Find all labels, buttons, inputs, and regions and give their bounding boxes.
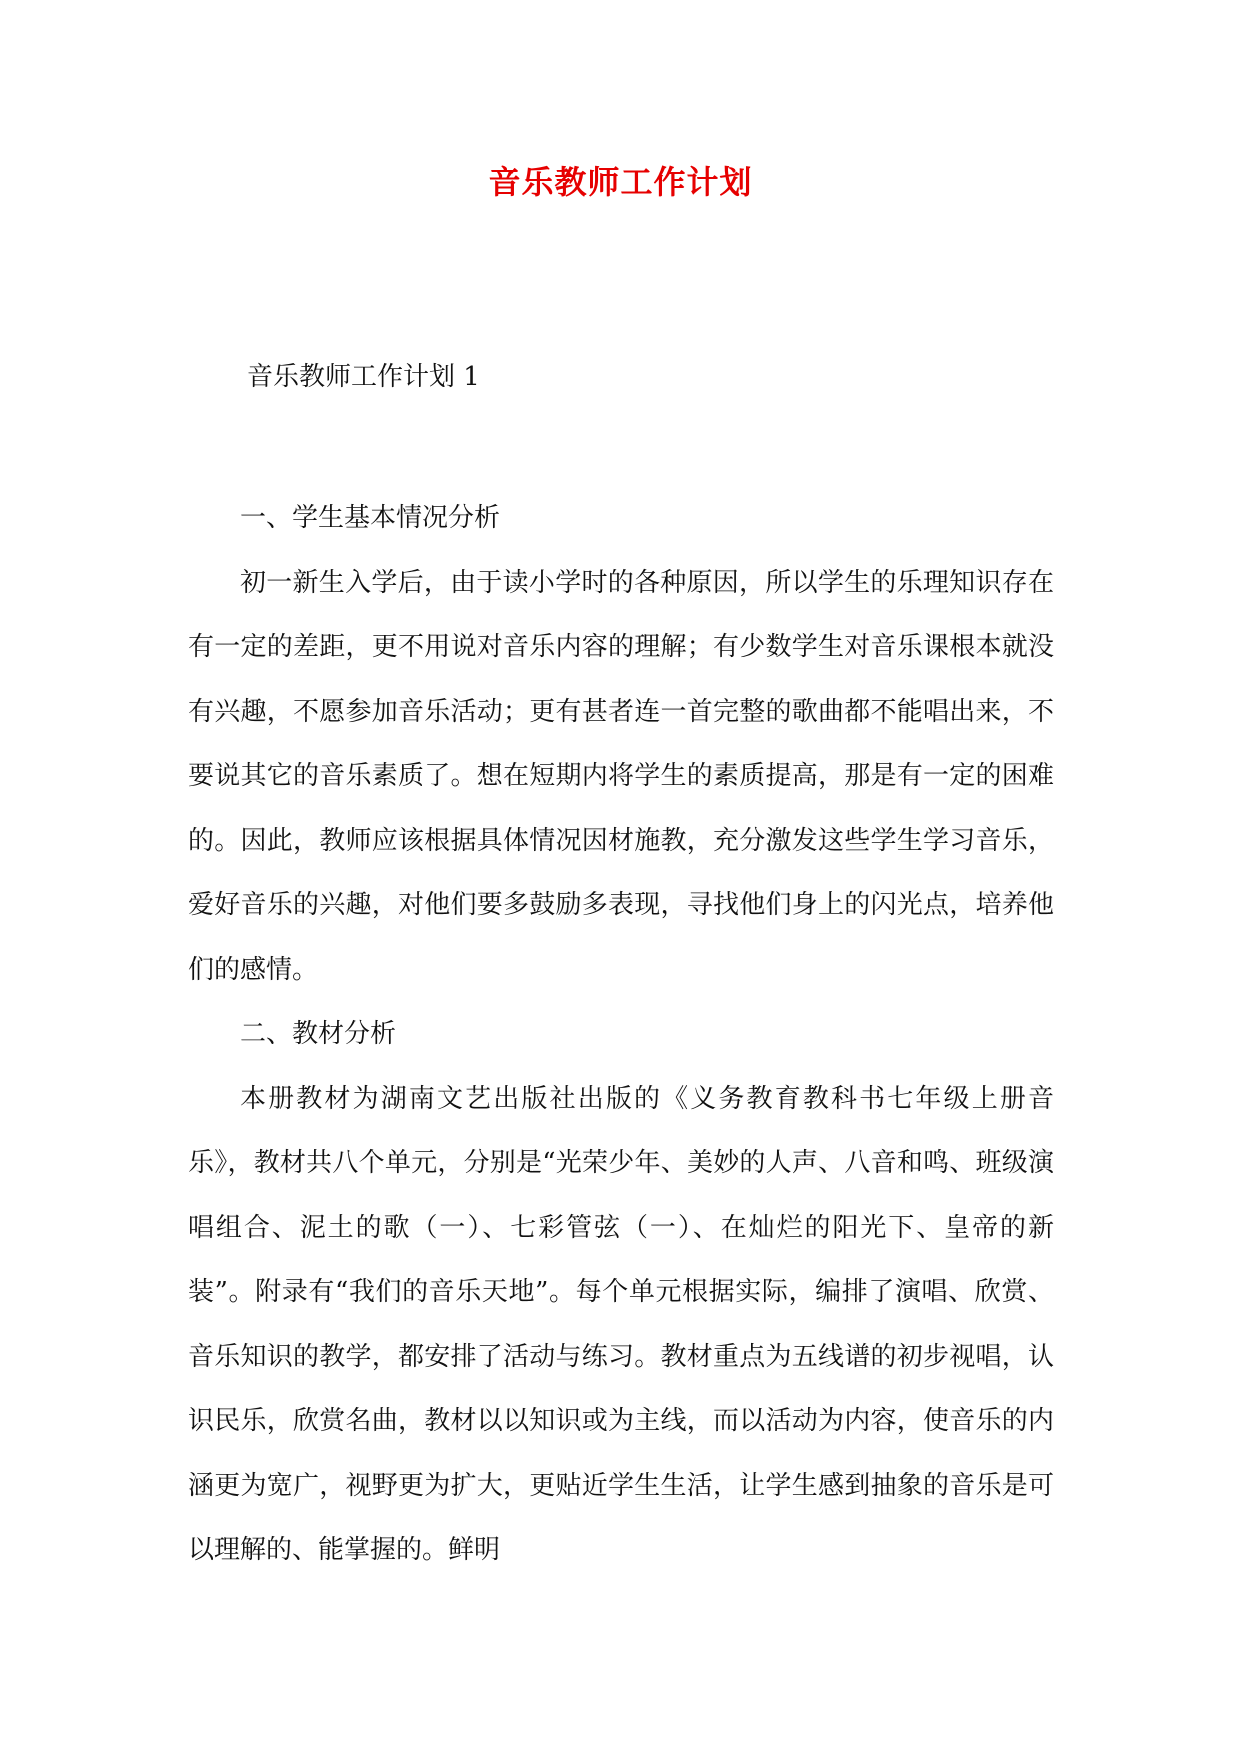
document-body <box>188 486 1054 1583</box>
document-subtitle: 音乐教师工作计划 1 <box>247 362 480 392</box>
document-title: 音乐教师工作计划 <box>488 163 753 201</box>
paragraph-textbook-analysis: 本册教材为湖南文艺出版社出版的《义务教育教科书七年级上册音乐》，教材共八个单元，分别是“光荣少年、美妙的人声、八音和鸣、班级演唱组合、泥土的歌（一）、七彩管弦（一）、在灿烂的阳光下、皇帝的新装”。附录有“我们的音乐天地”。每个单元根据实际，编排了演唱、欣赏、音乐知识的教学，都安排了活动与练习。教材重点为五线谱的初步视唱，认识民乐，欣赏名曲，教材以以知识或为主线，而以活动为内容，使音乐的内涵更为宽广，视野更为扩大，更贴近学生生活，让学生感到抽象的音乐是可以理解的、能掌握的。鲜明 <box>188 1083 1054 1565</box>
section-heading-student-analysis: 一、学生基本情况分析 <box>240 503 501 533</box>
paragraph-student-analysis: 初一新生入学后，由于读小学时的各种原因，所以学生的乐理知识存在有一定的差距，更不用说对音乐内容的理解；有少数学生对音乐课根本就没有兴趣，不愿参加音乐活动；更有甚者连一首完整的歌曲都不能唱出来，不要说其它的音乐素质了。想在短期内将学生的素质提高，那是有一定的困难的。因此，教师应该根据具体情况因材施教，充分激发这些学生学习音乐，爱好音乐的兴趣，对他们要多鼓励多表现，寻找他们身上的闪光点，培养他们的感情。 <box>188 567 1054 985</box>
section-heading-textbook-analysis: 二、教材分析 <box>240 1019 397 1049</box>
